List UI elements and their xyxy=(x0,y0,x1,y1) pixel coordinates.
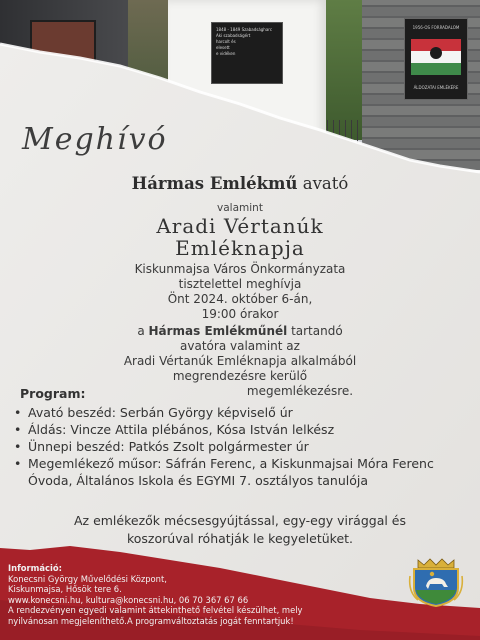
event-name: Hármas Emlékmű xyxy=(131,174,298,193)
closing-line: koszorúval róhatják le kegyeletüket. xyxy=(126,531,354,546)
info-label: Információ: xyxy=(8,563,62,573)
host-line: tisztelettel meghívja xyxy=(178,277,302,291)
date-line: Önt 2024. október 6-án, xyxy=(167,292,313,306)
memorial-day-line-2: Emléknapja xyxy=(175,236,305,260)
program-heading: Program: xyxy=(20,386,86,401)
invitation-title: Meghívó xyxy=(22,122,168,157)
purpose-line: Aradi Vértanúk Emléknapja alkalmából xyxy=(123,354,357,368)
venue-name: Hármas Emlékműnél xyxy=(148,324,288,338)
venue-prefix: a xyxy=(137,324,149,338)
program-list xyxy=(14,404,474,489)
venue-line xyxy=(0,324,480,339)
right-plaque-bottom-text: ÁLDOZATAI EMLÉKÉRE xyxy=(413,85,459,90)
memorial-day-line-1: Aradi Vértanúk xyxy=(156,214,324,238)
program-item: • Áldás: Vincze Attila plébános, Kósa István lelkész xyxy=(14,421,474,438)
program-item: • Megemlékező műsor: Sáfrán Ferenc, a Kiskunmajsai Móra Ferenc Óvoda, Általános Iskola és EGYMI 7. osztályos tanulója xyxy=(14,455,474,489)
info-line: www.konecsni.hu, kultura@konecsni.hu, 06 70 367 67 66 xyxy=(8,594,249,605)
purpose-line: avatóra valamint az xyxy=(180,339,300,353)
middle-plaque-line: 1848 - 1849 Szabadságharc xyxy=(216,27,273,32)
event-heading xyxy=(0,174,480,193)
host-line: Kiskunmajsa Város Önkormányzata xyxy=(134,262,346,276)
connector-word: valamint xyxy=(217,202,263,214)
venue-suffix: tartandó xyxy=(287,324,343,338)
purpose-line: megemlékezésre. xyxy=(246,384,354,398)
middle-plaque-line: Aki szabadságért xyxy=(216,33,251,38)
program-item: • Ünnepi beszéd: Patkós Zsolt polgármester úr xyxy=(14,438,474,455)
info-line: nyilvánosan megjeleníthető.A programváltoztatás jogát fenntartjuk! xyxy=(8,615,294,626)
coat-of-arms-icon xyxy=(408,556,464,608)
info-line: A rendezvényen egyedi valamint áttekinthető felvétel készülhet, mely xyxy=(8,605,303,616)
closing-text xyxy=(0,512,480,548)
middle-plaque-line: e vidéken xyxy=(216,51,236,56)
event-suffix: avató xyxy=(297,174,349,193)
info-line: Kiskunmajsa, Hősök tere 6. xyxy=(8,584,122,595)
purpose-line: megrendezésre kerülő xyxy=(172,369,308,383)
middle-plaque-line: elesett xyxy=(216,45,230,50)
closing-line: Az emlékezők mécsesgyújtással, egy-egy virággal és xyxy=(73,513,407,528)
right-plaque-top-text: 1956-OS FORRADALOM xyxy=(412,25,460,30)
info-block xyxy=(8,563,408,627)
info-line: Konecsni György Művelődési Központ, xyxy=(8,573,167,584)
program-item: • Avató beszéd: Serbán György képviselő úr xyxy=(14,404,474,421)
middle-plaque-line: harcolt és xyxy=(216,39,236,44)
time-line: 19:00 órakor xyxy=(201,307,279,321)
